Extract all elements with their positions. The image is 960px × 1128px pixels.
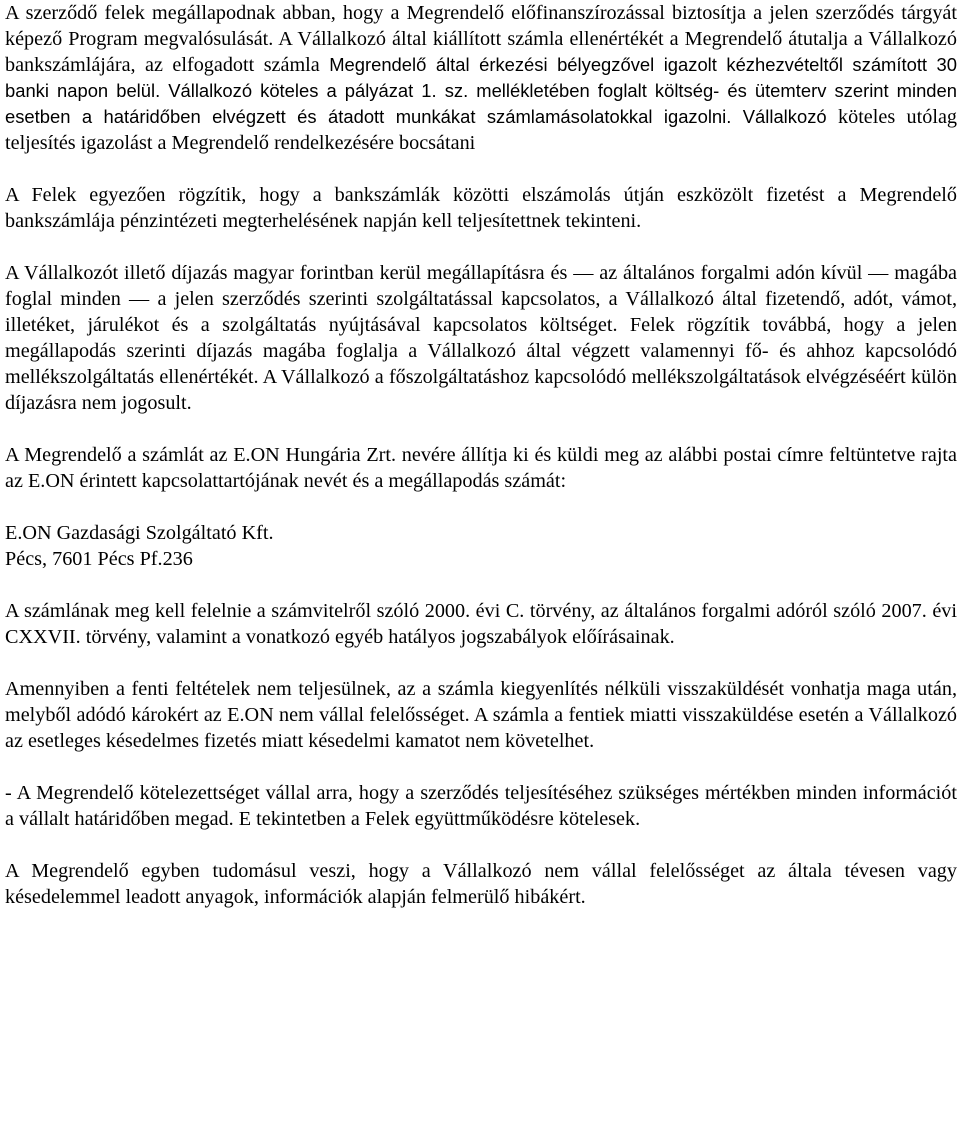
- paragraph-invoice-legal: A számlának meg kell felelnie a számvitelről szóló 2000. évi C. törvény, az általános forgalmi adóról szóló 2007. évi CXXVII. törvény, valamint a vonatkozó egyéb hatályos jogszabályok előírásainak.: [5, 600, 957, 648]
- paragraph-bank-settlement: A Felek egyezően rögzítik, hogy a bankszámlák közötti elszámolás útján eszközölt fizetést a Megrendelő bankszámlája pénzintézeti megterhelésének napján kell teljesítettnek tekinteni.: [5, 184, 957, 232]
- paragraph-invoice-return: Amennyiben a fenti feltételek nem teljesülnek, az a számla kiegyenlítés nélküli visszaküldését vonhatja maga után, melyből adódó károkért az E.ON nem vállal felelősséget. A számla a fentiek miatti visszaküldése esetén a Vállalkozó az esetleges késedelmes fizetés miatt késedelmi kamatot nem követelhet.: [5, 678, 957, 752]
- paragraph-prefinancing-serif: A szerződő felek megállapodnak abban, hogy a Megrendelő előfinanszírozással biztosítja a jelen szerződés tárgyát képező Program megvalósulását. A Vállalkozó által kiállított számla ellenértékét a Megrendelő átutalja a Vállalkozó bankszámlájára, az elfogadott számla: [5, 2, 957, 76]
- paragraph-liability-disclaimer: A Megrendelő egyben tudomásul veszi, hogy a Vállalkozó nem vállal felelősséget az általa tévesen vagy késedelemmel leadott anyagok, információk alapján felmerülő hibákért.: [5, 860, 957, 908]
- paragraph-client-obligation: - A Megrendelő kötelezettséget vállal arra, hogy a szerződés teljesítéséhez szükséges mértékben minden információt a vállalt határidőben megad. E tekintetben a Felek együttműködésre kötelesek.: [5, 782, 957, 830]
- document-page: [5, 0, 957, 910]
- paragraph-invoice-address-intro: A Megrendelő a számlát az E.ON Hungária Zrt. nevére állítja ki és küldi meg az alábbi postai címre feltüntetve rajta az E.ON érintett kapcsolattartójának nevét és a megállapodás számát:: [5, 444, 957, 492]
- paragraph-prefinancing-tail: köteles utólag teljesítés igazolást a Megrendelő rendelkezésére bocsátani: [5, 106, 958, 154]
- invoice-address: [5, 520, 957, 572]
- address-line-postal: Pécs, 7601 Pécs Pf.236: [5, 548, 193, 570]
- address-line-company: E.ON Gazdasági Szolgáltató Kft.: [5, 522, 274, 544]
- paragraph-prefinancing: [5, 0, 957, 156]
- paragraph-fee: A Vállalkozót illető díjazás magyar forintban kerül megállapításra és — az általános forgalmi adón kívül — magába foglal minden — a jelen szerződés szerinti szolgáltatással kapcsolatos, a Vállalkozó által fizetendő, adót, vámot, illetéket, járulékot és a szolgáltatás nyújtásával kapcsolatos költséget. Felek rögzítik továbbá, hogy a jelen megállapodás szerinti díjazás magába foglalja a Vállalkozó által végzett valamennyi fő- és ahhoz kapcsolódó mellékszolgáltatás ellenértékét. A Vállalkozó a főszolgáltatáshoz kapcsolódó mellékszolgáltatások elvégzéséért külön díjazásra nem jogosult.: [5, 262, 957, 414]
- paragraph-prefinancing-sans: Megrendelő által érkezési bélyegzővel igazolt kézhezvételtől számított 30 banki napon belül. Vállalkozó köteles a pályázat 1. sz. mellékletében foglalt költség- és ütemterv szerint minden esetben a határidőben elvégzett és átadott munkákat számlamásolatokkal igazolni. Vállalkozó: [5, 54, 958, 127]
